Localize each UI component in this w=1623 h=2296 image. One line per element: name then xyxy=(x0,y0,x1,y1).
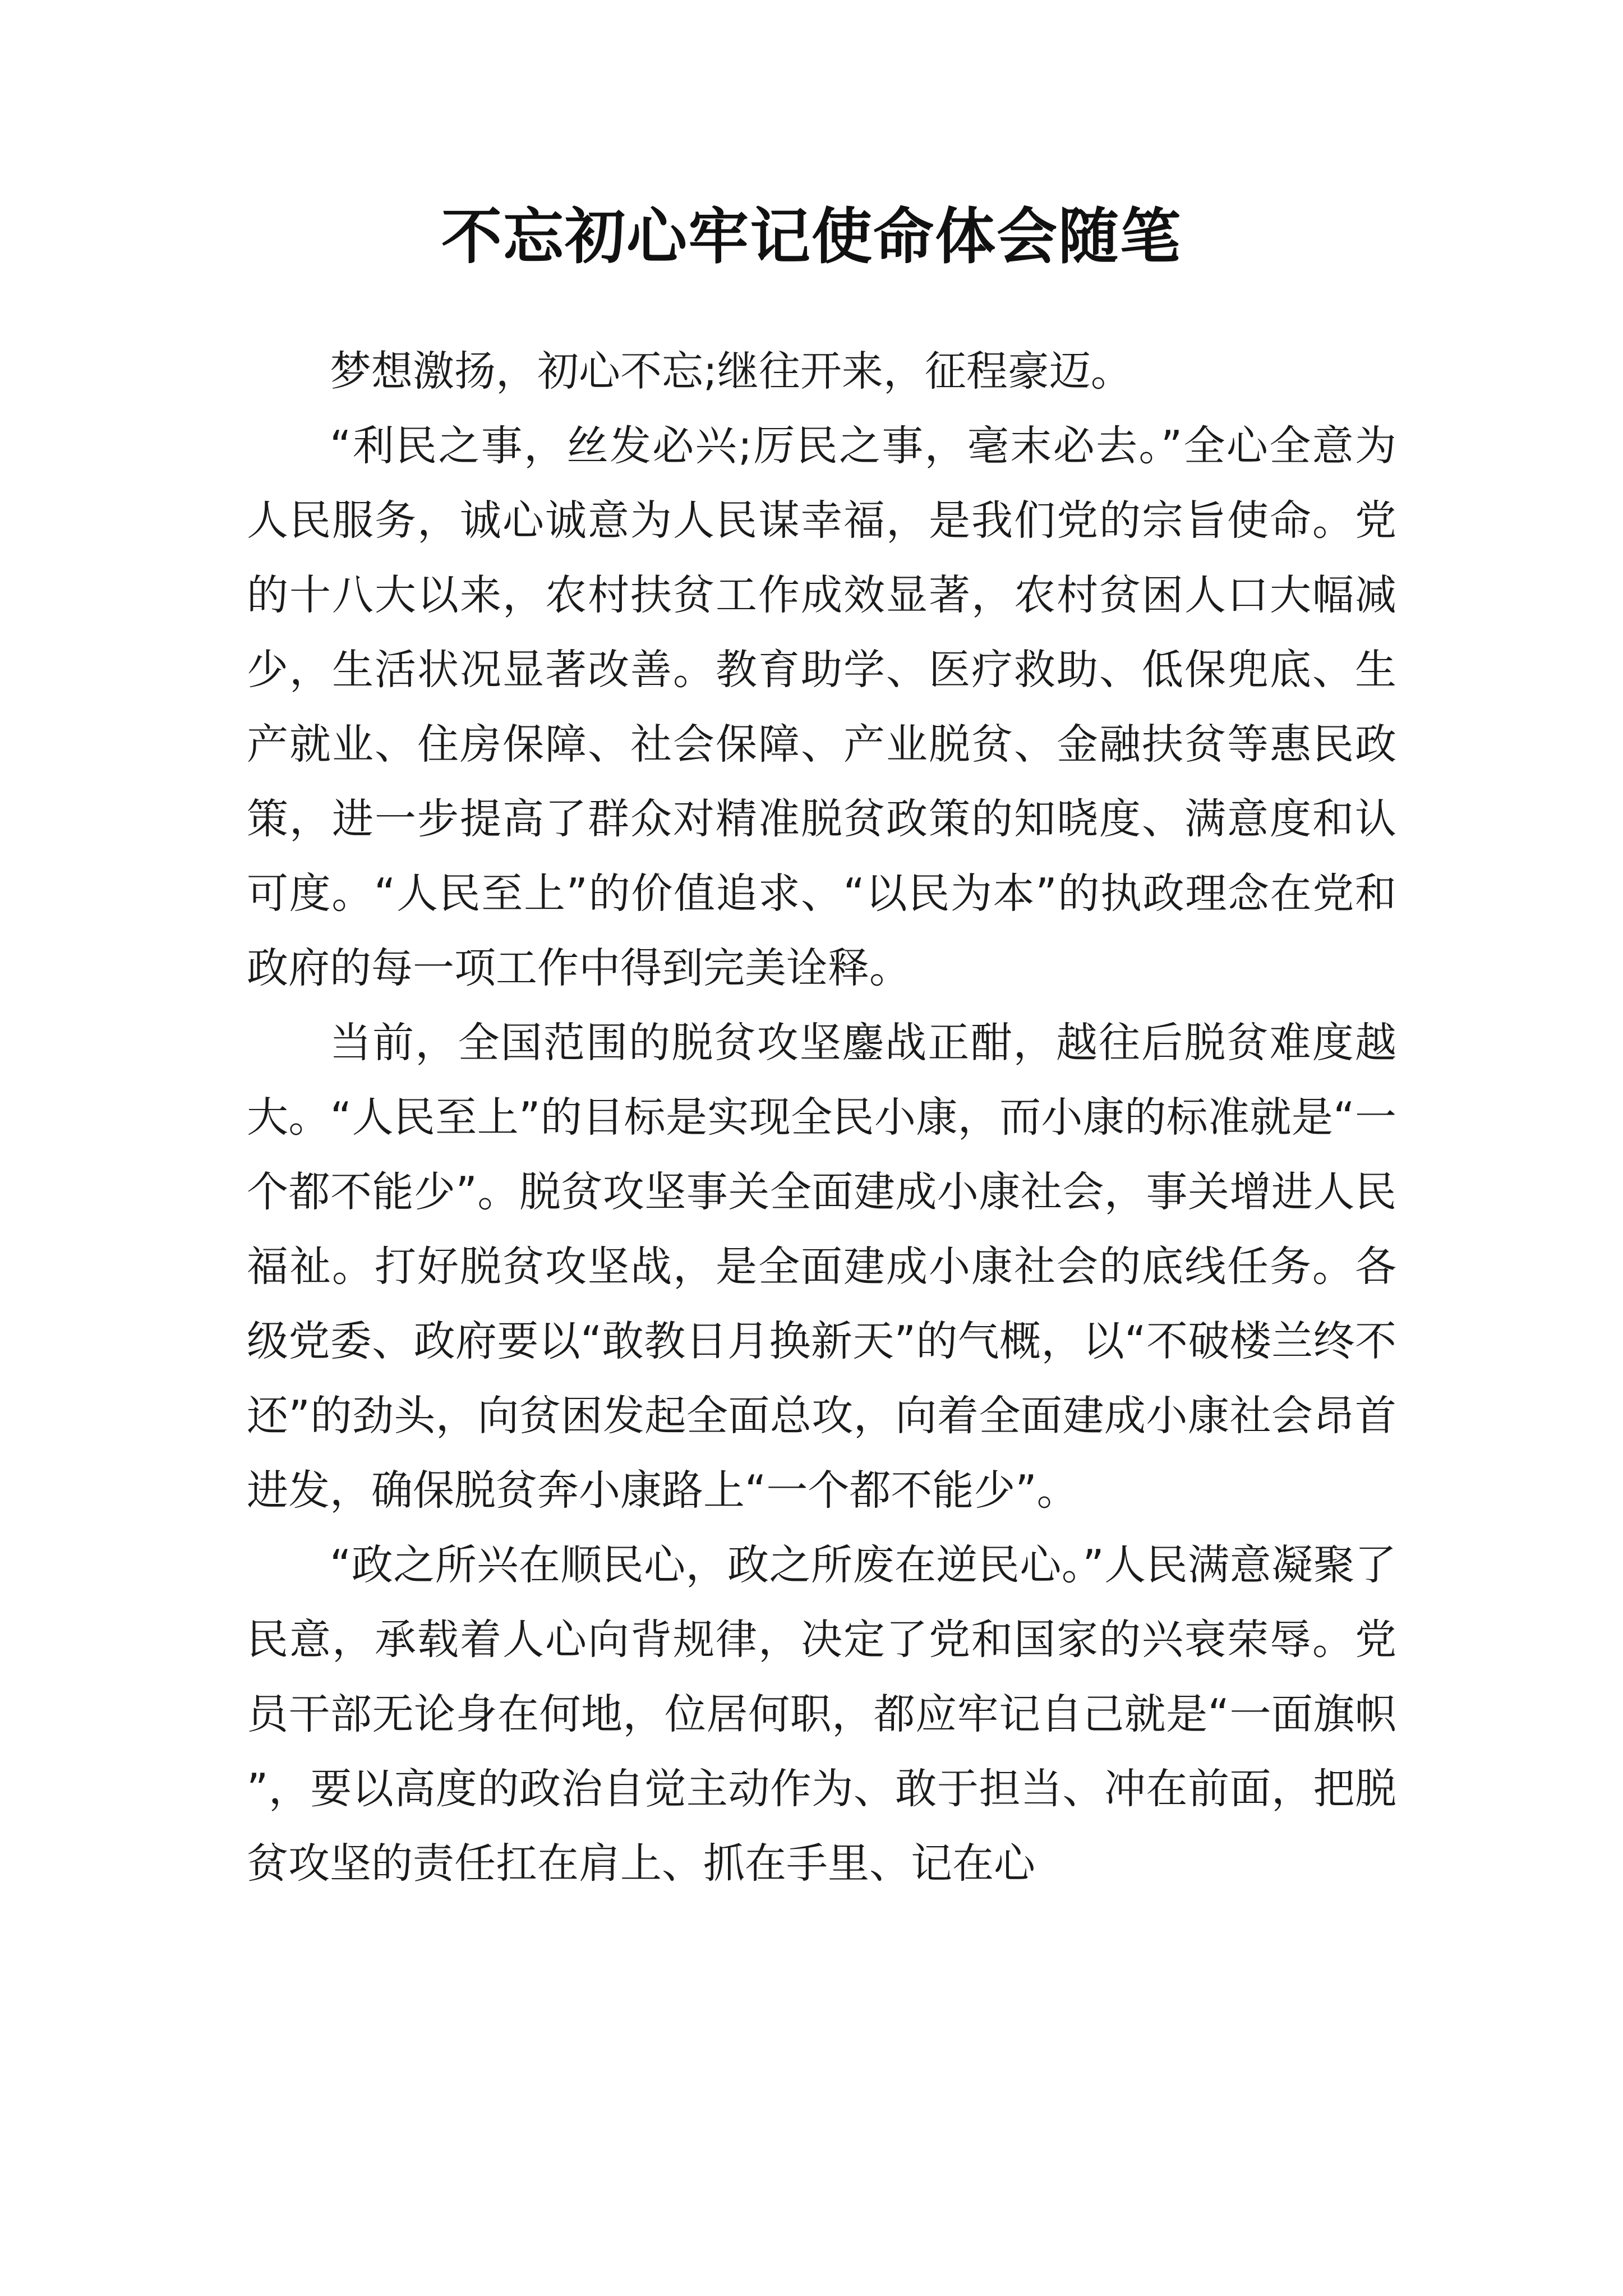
paragraph-3: 当前，全国范围的脱贫攻坚鏖战正酣，越往后脱贫难度越大。“人民至上”的目标是实现全民小康，而小康的标准就是“一个都不能少”。脱贫攻坚事关全面建成小康社会，事关增进人民福祉。打好脱贫攻坚战，是全面建成小康社会的底线任务。各级党委、政府要以“敢教日月换新天”的气概，以“不破楼兰终不还”的劲头，向贫困发起全面总攻，向着全面建成小康社会昂首进发，确保脱贫奔小康路上“一个都不能少”。 xyxy=(247,1019,1396,1515)
paragraph-4: “政之所兴在顺民心，政之所废在逆民心。”人民满意凝聚了民意，承载着人心向背规律，决定了党和国家的兴衰荣辱。党员干部无论身在何地，位居何职，都应牢记自己就是“一面旗帜”，要以高度的政治自觉主动作为、敢于担当、冲在前面，把脱贫攻坚的责任扛在肩上、抓在手里、记在心 xyxy=(247,1541,1396,1888)
document-body xyxy=(247,334,1396,1901)
paragraph-1: 梦想激扬，初心不忘;继往开来，征程豪迈。 xyxy=(330,347,1132,395)
paragraph-2: “利民之事，丝发必兴;厉民之事，毫末必去。”全心全意为人民服务，诚心诚意为人民谋幸福，是我们党的宗旨使命。党的十八大以来，农村扶贫工作成效显著，农村贫困人口大幅减少，生活状况显著改善。教育助学、医疗救助、低保兜底、生产就业、住房保障、社会保障、产业脱贫、金融扶贫等惠民政策，进一步提高了群众对精准脱贫政策的知晓度、满意度和认可度。“人民至上”的价值追求、“以民为本”的执政理念在党和政府的每一项工作中得到完美诠释。 xyxy=(247,422,1396,992)
document-title: 不忘初心牢记使命体会随笔 xyxy=(441,201,1182,272)
